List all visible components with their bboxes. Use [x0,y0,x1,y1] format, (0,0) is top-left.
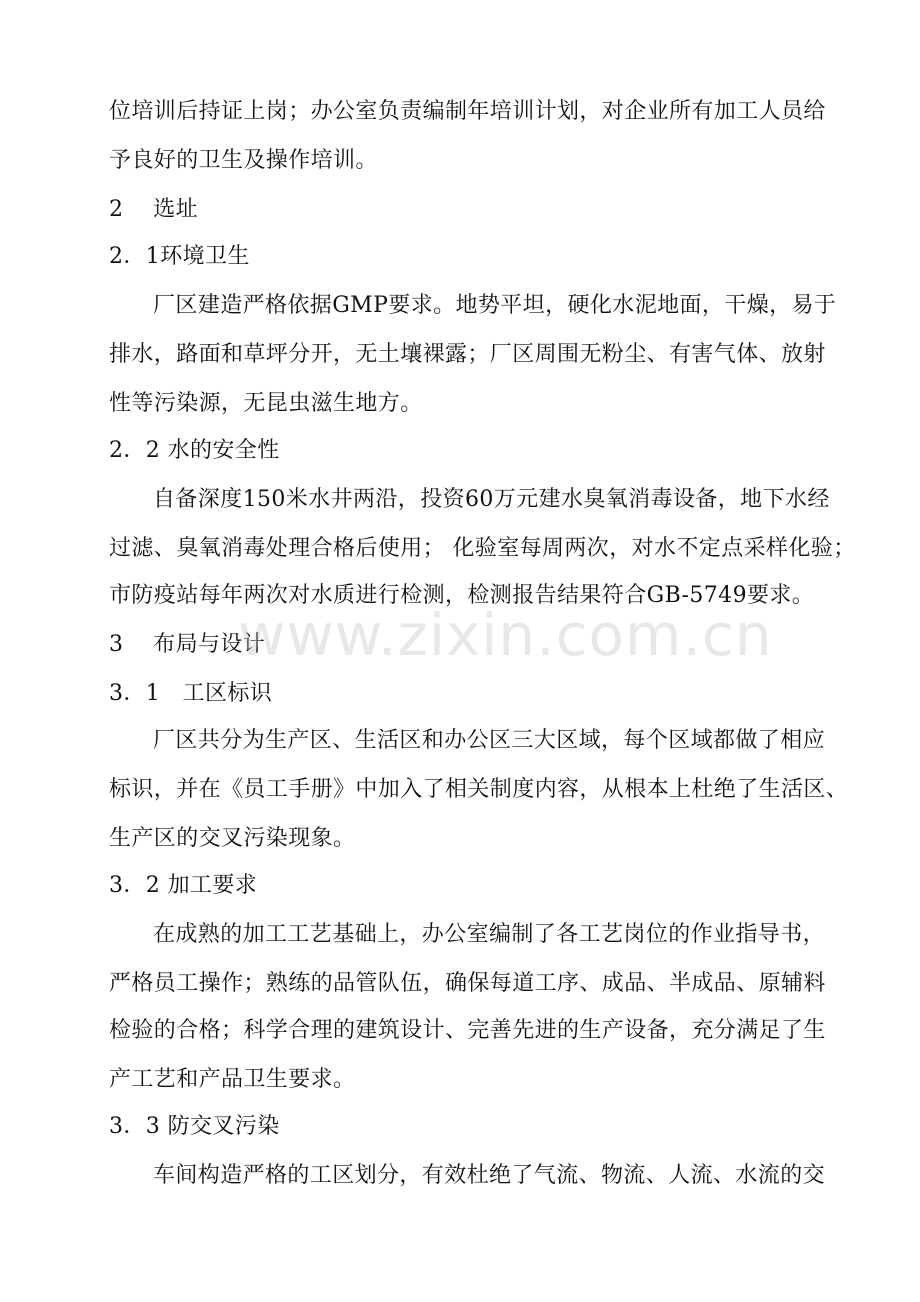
section-heading-3: 3 布局与设计 [109,632,266,657]
subsection-heading-3-3: 3．3 防交叉污染 [109,1114,280,1139]
text-line-23: 车间构造严格的工区划分，有效杜绝了气流、物流、人流、水流的交 [153,1163,826,1188]
text-line-21: 产工艺和产品卫生要求。 [109,1067,356,1092]
text-line-16: 生产区的交叉污染现象。 [109,826,356,851]
section-heading-2: 2 选址 [109,197,198,222]
subsection-heading-3-2: 3．2 加工要求 [109,873,258,898]
text-line-20: 检验的合格；科学合理的建筑设计、完善先进的生产设备，充分满足了生 [109,1018,826,1043]
subsection-heading-3-1: 3．1 工区标识 [109,681,273,706]
text-line-10: 过滤、臭氧消毒处理合格后使用； 化验室每周两次，对水不定点采样化验； [109,536,856,561]
text-line-19: 严格员工操作；熟练的品管队伍，确保每道工序、成品、半成品、原辅料 [109,971,826,996]
subsection-heading-2-2: 2．2 水的安全性 [109,438,280,463]
text-line-1: 位培训后持证上岗；办公室负责编制年培训计划，对企业所有加工人员给 [109,99,826,124]
text-line-5: 厂区建造严格依据GMP要求。地势平坦，硬化水泥地面，干燥，易于 [153,293,837,318]
subsection-heading-2-1: 2．1环境卫生 [109,244,250,269]
text-line-14: 厂区共分为生产区、生活区和办公区三大区域，每个区域都做了相应 [153,728,826,753]
text-line-18: 在成熟的加工工艺基础上，办公室编制了各工艺岗位的作业指导书， [153,922,826,947]
text-line-15: 标识，并在《员工手册》中加入了相关制度内容，从根本上杜绝了生活区、 [109,777,849,802]
text-line-2: 予良好的卫生及操作培训。 [109,148,378,173]
text-line-6: 排水，路面和草坪分开，无土壤裸露；厂区周围无粉尘、有害气体、放射 [109,342,826,367]
watermark-text: www.zixin.com.cn [238,601,773,669]
text-line-7: 性等污染源，无昆虫滋生地方。 [109,391,423,416]
text-line-9: 自备深度150米水井两沿，投资60万元建水臭氧消毒设备，地下水经 [153,487,830,512]
text-line-11: 市防疫站每年两次对水质进行检测，检测报告结果符合GB-5749要求。 [109,583,815,608]
